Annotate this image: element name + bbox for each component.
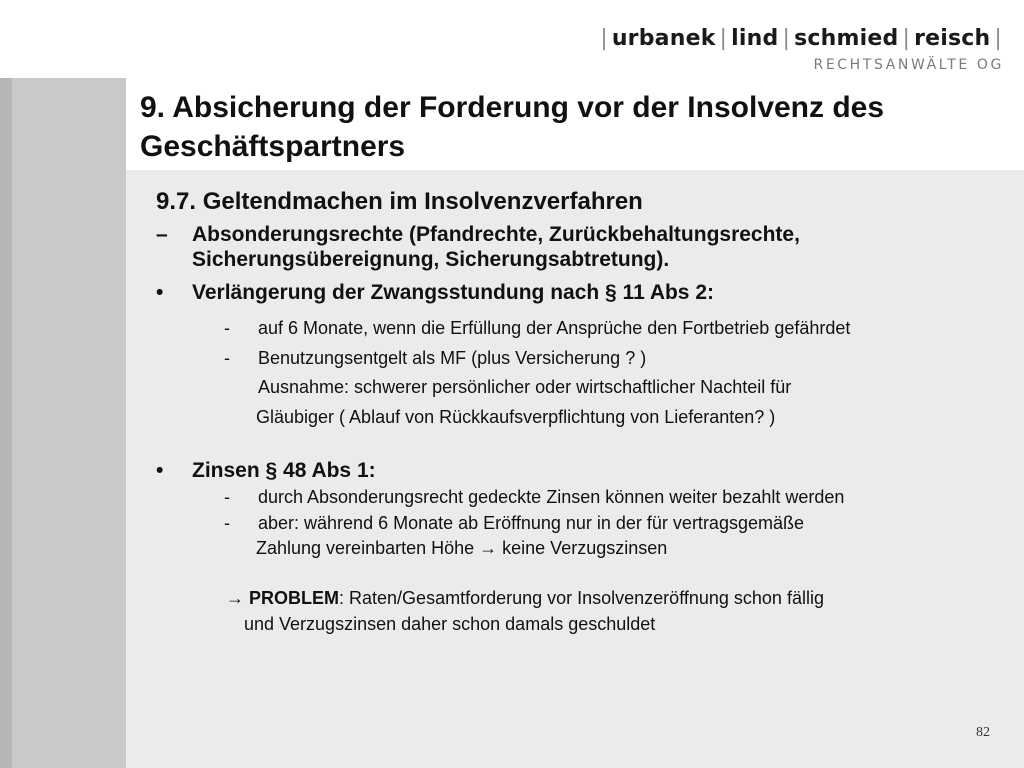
exception-line-1: Ausnahme: schwerer persönlicher oder wirtschaftlicher Nachteil für — [258, 377, 792, 397]
bullet-text: Verlängerung der Zwangsstundung nach § 11 Abs 2: — [192, 281, 714, 304]
bullet-zinsen — [156, 458, 1006, 483]
sub-item-absonderungszinsen — [156, 486, 1006, 508]
bullet-marker: • — [156, 281, 164, 304]
sub-item-text: Benutzungsentgelt als MF (plus Versicherung ? ) — [258, 348, 647, 368]
sub-item-eroeffnung — [156, 512, 1006, 534]
problem-line-1 — [156, 587, 1006, 609]
firm-logo — [596, 26, 1006, 73]
bullet-text: Absonderungsrechte (Pfandrechte, Zurückbehaltungsrechte, Sicherungsübereignung, Sicherungsabtretung). — [192, 223, 800, 271]
logo-name-reisch: reisch — [914, 26, 991, 51]
left-decorative-bar — [0, 78, 126, 768]
dash-marker: – — [156, 223, 168, 246]
dash-marker: - — [224, 348, 230, 368]
bullet-text: Zinsen § 48 Abs 1: — [192, 459, 376, 482]
sub-item-fortbetrieb — [156, 317, 1006, 339]
logo-name-urbanek: urbanek — [611, 26, 716, 51]
problem-text: : Raten/Gesamtforderung vor Insolvenzeröffnung schon fällig — [339, 588, 824, 608]
problem-line-2: und Verzugszinsen daher schon damals geschuldet — [244, 614, 656, 634]
logo-separator: | — [902, 26, 911, 51]
exception-line-2: Gläubiger ( Ablauf von Rückkaufsverpflichtung von Lieferanten? ) — [256, 407, 776, 427]
logo-separator: | — [719, 26, 728, 51]
logo-subtitle: RECHTSANWÄLTE OG — [813, 57, 1004, 73]
sub-item-benutzungsentgelt — [156, 347, 1006, 369]
bullet-marker: • — [156, 459, 164, 482]
logo-separator: | — [782, 26, 791, 51]
logo-name-schmied: schmied — [794, 26, 899, 51]
slide-title: 9. Absicherung der Forderung vor der Insolvenz des Geschäftspartners — [140, 91, 885, 163]
slide-body — [156, 188, 1006, 635]
dash-marker: - — [224, 318, 230, 338]
page-number: 82 — [976, 725, 990, 740]
dash-marker: - — [224, 487, 230, 507]
right-arrow-icon: → — [226, 588, 244, 608]
bullet-zwangsstundung — [156, 280, 1006, 305]
logo-separator: | — [600, 26, 608, 51]
left-bar-edge — [0, 78, 12, 768]
problem-label: PROBLEM — [249, 588, 340, 608]
logo-name-lind: lind — [731, 26, 779, 51]
sub-item-text: aber: während 6 Monate ab Eröffnung nur in der für vertragsgemäße — [258, 513, 804, 533]
section-subtitle: 9.7. Geltendmachen im Insolvenzverfahren — [156, 188, 643, 215]
dash-marker: - — [224, 513, 230, 533]
logo-separator: | — [994, 26, 1002, 51]
sub-item-text: durch Absonderungsrecht gedeckte Zinsen können weiter bezahlt werden — [258, 487, 845, 507]
zinsen-continuation: Zahlung vereinbarten Höhe → keine Verzugszinsen — [256, 538, 668, 558]
logo-wordmark — [596, 26, 1006, 51]
sub-item-text: auf 6 Monate, wenn die Erfüllung der Ansprüche den Fortbetrieb gefährdet — [258, 318, 851, 338]
bullet-absonderungsrechte — [156, 222, 1006, 272]
